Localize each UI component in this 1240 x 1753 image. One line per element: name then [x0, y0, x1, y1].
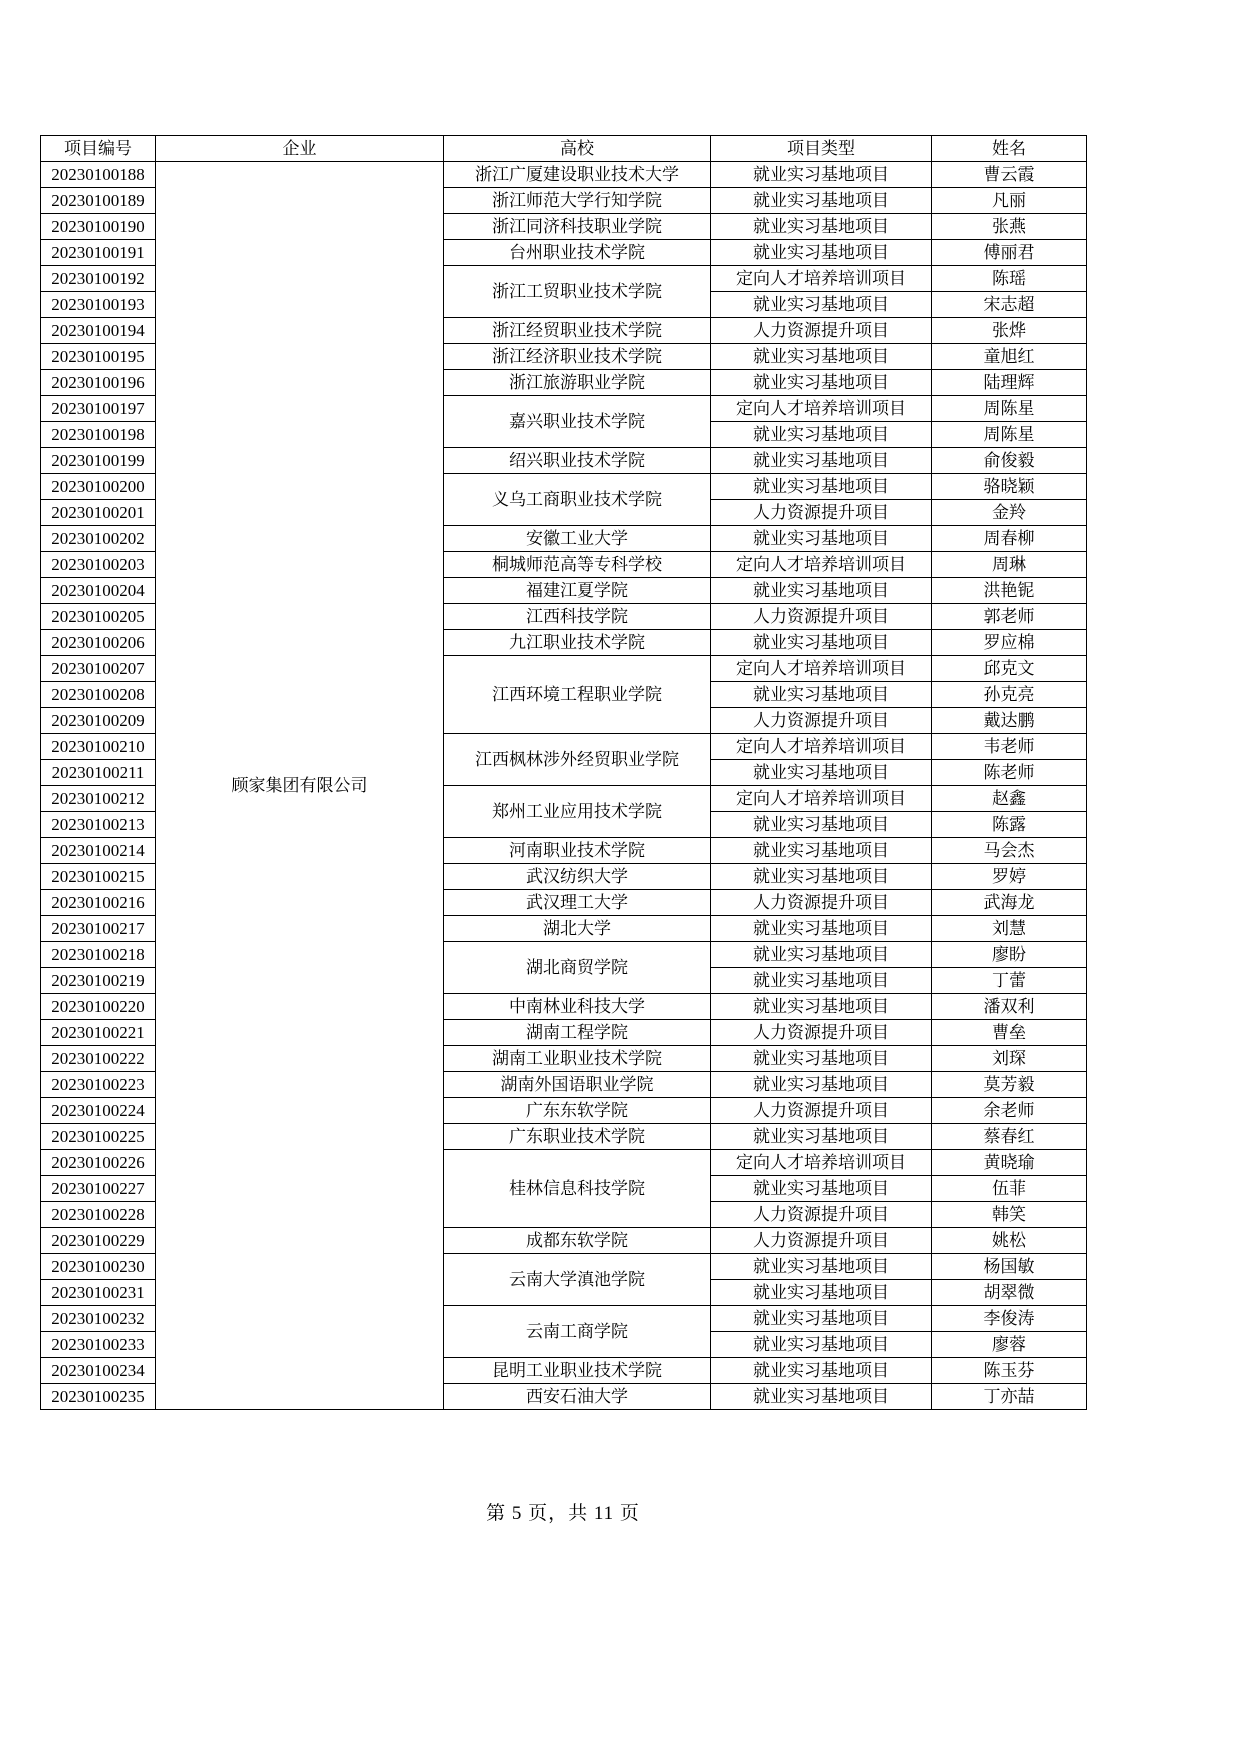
person-name-cell: 莫芳毅 [932, 1072, 1087, 1098]
person-name-cell: 廖蓉 [932, 1332, 1087, 1358]
project-type-cell: 人力资源提升项目 [711, 318, 932, 344]
person-name-cell: 周陈星 [932, 396, 1087, 422]
project-type-cell: 就业实习基地项目 [711, 1358, 932, 1384]
project-type-cell: 定向人才培养培训项目 [711, 734, 932, 760]
person-name-cell: 胡翠微 [932, 1280, 1087, 1306]
person-name-cell: 戴达鹏 [932, 708, 1087, 734]
project-id-cell: 20230100202 [41, 526, 156, 552]
project-id-cell: 20230100193 [41, 292, 156, 318]
project-id-cell: 20230100203 [41, 552, 156, 578]
project-type-cell: 就业实习基地项目 [711, 1124, 932, 1150]
project-type-cell: 人力资源提升项目 [711, 708, 932, 734]
project-id-cell: 20230100197 [41, 396, 156, 422]
school-cell: 浙江经济职业技术学院 [444, 344, 711, 370]
person-name-cell: 金羚 [932, 500, 1087, 526]
person-name-cell: 韩笑 [932, 1202, 1087, 1228]
project-id-cell: 20230100194 [41, 318, 156, 344]
project-type-cell: 人力资源提升项目 [711, 1228, 932, 1254]
project-id-cell: 20230100225 [41, 1124, 156, 1150]
school-cell: 江西科技学院 [444, 604, 711, 630]
project-type-cell: 就业实习基地项目 [711, 864, 932, 890]
person-name-cell: 张燕 [932, 214, 1087, 240]
school-cell: 成都东软学院 [444, 1228, 711, 1254]
project-type-cell: 就业实习基地项目 [711, 1332, 932, 1358]
school-cell: 浙江经贸职业技术学院 [444, 318, 711, 344]
person-name-cell: 伍菲 [932, 1176, 1087, 1202]
project-type-cell: 人力资源提升项目 [711, 604, 932, 630]
school-cell: 云南大学滇池学院 [444, 1254, 711, 1306]
project-type-cell: 人力资源提升项目 [711, 500, 932, 526]
school-cell: 西安石油大学 [444, 1384, 711, 1410]
school-cell: 义乌工商职业技术学院 [444, 474, 711, 526]
col-header-project-type: 项目类型 [711, 136, 932, 162]
project-id-cell: 20230100232 [41, 1306, 156, 1332]
project-type-cell: 人力资源提升项目 [711, 1098, 932, 1124]
school-cell: 湖北商贸学院 [444, 942, 711, 994]
project-id-cell: 20230100224 [41, 1098, 156, 1124]
col-header-company: 企业 [156, 136, 444, 162]
school-cell: 浙江广厦建设职业技术大学 [444, 162, 711, 188]
person-name-cell: 韦老师 [932, 734, 1087, 760]
person-name-cell: 骆晓颖 [932, 474, 1087, 500]
school-cell: 桐城师范高等专科学校 [444, 552, 711, 578]
project-type-cell: 定向人才培养培训项目 [711, 786, 932, 812]
project-type-cell: 就业实习基地项目 [711, 994, 932, 1020]
project-id-cell: 20230100208 [41, 682, 156, 708]
project-id-cell: 20230100206 [41, 630, 156, 656]
project-type-cell: 就业实习基地项目 [711, 760, 932, 786]
person-name-cell: 孙克亮 [932, 682, 1087, 708]
project-type-cell: 就业实习基地项目 [711, 1254, 932, 1280]
person-name-cell: 马会杰 [932, 838, 1087, 864]
project-type-cell: 就业实习基地项目 [711, 812, 932, 838]
project-type-cell: 人力资源提升项目 [711, 1020, 932, 1046]
project-type-cell: 就业实习基地项目 [711, 682, 932, 708]
project-id-cell: 20230100222 [41, 1046, 156, 1072]
school-cell: 台州职业技术学院 [444, 240, 711, 266]
person-name-cell: 周陈星 [932, 422, 1087, 448]
school-cell: 武汉理工大学 [444, 890, 711, 916]
col-header-project-id: 项目编号 [41, 136, 156, 162]
project-id-cell: 20230100220 [41, 994, 156, 1020]
project-id-cell: 20230100229 [41, 1228, 156, 1254]
person-name-cell: 武海龙 [932, 890, 1087, 916]
page-number: 第 5 页，共 11 页 [486, 1503, 640, 1524]
person-name-cell: 廖盼 [932, 942, 1087, 968]
project-type-cell: 就业实习基地项目 [711, 942, 932, 968]
school-cell: 昆明工业职业技术学院 [444, 1358, 711, 1384]
table-body [41, 162, 1087, 1410]
project-type-cell: 就业实习基地项目 [711, 422, 932, 448]
project-type-cell: 就业实习基地项目 [711, 240, 932, 266]
person-name-cell: 丁亦喆 [932, 1384, 1087, 1410]
project-type-cell: 就业实习基地项目 [711, 1280, 932, 1306]
project-id-cell: 20230100209 [41, 708, 156, 734]
school-cell: 绍兴职业技术学院 [444, 448, 711, 474]
project-id-cell: 20230100235 [41, 1384, 156, 1410]
school-cell: 安徽工业大学 [444, 526, 711, 552]
person-name-cell: 周春柳 [932, 526, 1087, 552]
project-type-cell: 定向人才培养培训项目 [711, 1150, 932, 1176]
project-type-cell: 就业实习基地项目 [711, 916, 932, 942]
person-name-cell: 傅丽君 [932, 240, 1087, 266]
project-type-cell: 就业实习基地项目 [711, 292, 932, 318]
school-cell: 湖南工程学院 [444, 1020, 711, 1046]
project-type-cell: 定向人才培养培训项目 [711, 552, 932, 578]
project-type-cell: 就业实习基地项目 [711, 968, 932, 994]
project-id-cell: 20230100213 [41, 812, 156, 838]
project-type-cell: 就业实习基地项目 [711, 214, 932, 240]
project-id-cell: 20230100205 [41, 604, 156, 630]
person-name-cell: 陈露 [932, 812, 1087, 838]
school-cell: 浙江工贸职业技术学院 [444, 266, 711, 318]
person-name-cell: 刘慧 [932, 916, 1087, 942]
project-id-cell: 20230100207 [41, 656, 156, 682]
person-name-cell: 邱克文 [932, 656, 1087, 682]
school-cell: 福建江夏学院 [444, 578, 711, 604]
school-cell: 湖南工业职业技术学院 [444, 1046, 711, 1072]
project-type-cell: 就业实习基地项目 [711, 448, 932, 474]
col-header-name: 姓名 [932, 136, 1087, 162]
school-cell: 浙江师范大学行知学院 [444, 188, 711, 214]
person-name-cell: 陈玉芬 [932, 1358, 1087, 1384]
project-id-cell: 20230100189 [41, 188, 156, 214]
project-id-cell: 20230100218 [41, 942, 156, 968]
project-type-cell: 就业实习基地项目 [711, 1046, 932, 1072]
project-id-cell: 20230100195 [41, 344, 156, 370]
person-name-cell: 姚松 [932, 1228, 1087, 1254]
table-header [41, 136, 1087, 162]
project-id-cell: 20230100201 [41, 500, 156, 526]
school-cell: 浙江同济科技职业学院 [444, 214, 711, 240]
table-container [40, 135, 1086, 1410]
person-name-cell: 刘琛 [932, 1046, 1087, 1072]
project-type-cell: 就业实习基地项目 [711, 474, 932, 500]
project-id-cell: 20230100226 [41, 1150, 156, 1176]
school-cell: 湖南外国语职业学院 [444, 1072, 711, 1098]
project-id-cell: 20230100210 [41, 734, 156, 760]
school-cell: 桂林信息科技学院 [444, 1150, 711, 1228]
person-name-cell: 黄晓瑜 [932, 1150, 1087, 1176]
school-cell: 中南林业科技大学 [444, 994, 711, 1020]
project-id-cell: 20230100231 [41, 1280, 156, 1306]
project-id-cell: 20230100190 [41, 214, 156, 240]
person-name-cell: 陈老师 [932, 760, 1087, 786]
school-cell: 江西环境工程职业学院 [444, 656, 711, 734]
project-type-cell: 定向人才培养培训项目 [711, 266, 932, 292]
person-name-cell: 张烨 [932, 318, 1087, 344]
person-name-cell: 余老师 [932, 1098, 1087, 1124]
school-cell: 广东职业技术学院 [444, 1124, 711, 1150]
project-id-cell: 20230100188 [41, 162, 156, 188]
person-name-cell: 周琳 [932, 552, 1087, 578]
project-id-cell: 20230100223 [41, 1072, 156, 1098]
person-name-cell: 曹垒 [932, 1020, 1087, 1046]
person-name-cell: 凡丽 [932, 188, 1087, 214]
project-type-cell: 就业实习基地项目 [711, 370, 932, 396]
person-name-cell: 童旭红 [932, 344, 1087, 370]
project-type-cell: 就业实习基地项目 [711, 344, 932, 370]
project-id-cell: 20230100216 [41, 890, 156, 916]
project-id-cell: 20230100200 [41, 474, 156, 500]
projects-table [40, 135, 1087, 1410]
project-id-cell: 20230100192 [41, 266, 156, 292]
project-id-cell: 20230100198 [41, 422, 156, 448]
project-id-cell: 20230100234 [41, 1358, 156, 1384]
school-cell: 浙江旅游职业学院 [444, 370, 711, 396]
project-type-cell: 定向人才培养培训项目 [711, 656, 932, 682]
project-id-cell: 20230100214 [41, 838, 156, 864]
project-id-cell: 20230100217 [41, 916, 156, 942]
project-id-cell: 20230100212 [41, 786, 156, 812]
person-name-cell: 蔡春红 [932, 1124, 1087, 1150]
project-type-cell: 就业实习基地项目 [711, 526, 932, 552]
project-id-cell: 20230100215 [41, 864, 156, 890]
person-name-cell: 洪艳铌 [932, 578, 1087, 604]
person-name-cell: 陈瑶 [932, 266, 1087, 292]
school-cell: 武汉纺织大学 [444, 864, 711, 890]
person-name-cell: 宋志超 [932, 292, 1087, 318]
person-name-cell: 杨国敏 [932, 1254, 1087, 1280]
person-name-cell: 潘双利 [932, 994, 1087, 1020]
project-id-cell: 20230100191 [41, 240, 156, 266]
header-row [41, 136, 1087, 162]
school-cell: 嘉兴职业技术学院 [444, 396, 711, 448]
project-id-cell: 20230100221 [41, 1020, 156, 1046]
person-name-cell: 罗应棉 [932, 630, 1087, 656]
project-type-cell: 就业实习基地项目 [711, 630, 932, 656]
company-cell: 顾家集团有限公司 [156, 162, 444, 1410]
person-name-cell: 曹云霞 [932, 162, 1087, 188]
project-type-cell: 就业实习基地项目 [711, 188, 932, 214]
person-name-cell: 郭老师 [932, 604, 1087, 630]
project-id-cell: 20230100219 [41, 968, 156, 994]
school-cell: 江西枫林涉外经贸职业学院 [444, 734, 711, 786]
project-type-cell: 就业实习基地项目 [711, 838, 932, 864]
project-type-cell: 定向人才培养培训项目 [711, 396, 932, 422]
school-cell: 云南工商学院 [444, 1306, 711, 1358]
project-id-cell: 20230100196 [41, 370, 156, 396]
person-name-cell: 俞俊毅 [932, 448, 1087, 474]
person-name-cell: 李俊涛 [932, 1306, 1087, 1332]
school-cell: 广东东软学院 [444, 1098, 711, 1124]
project-id-cell: 20230100211 [41, 760, 156, 786]
project-id-cell: 20230100228 [41, 1202, 156, 1228]
project-type-cell: 就业实习基地项目 [711, 162, 932, 188]
school-cell: 九江职业技术学院 [444, 630, 711, 656]
project-type-cell: 就业实习基地项目 [711, 1176, 932, 1202]
project-id-cell: 20230100227 [41, 1176, 156, 1202]
project-type-cell: 人力资源提升项目 [711, 1202, 932, 1228]
project-type-cell: 就业实习基地项目 [711, 1384, 932, 1410]
person-name-cell: 陆理辉 [932, 370, 1087, 396]
project-type-cell: 人力资源提升项目 [711, 890, 932, 916]
school-cell: 湖北大学 [444, 916, 711, 942]
person-name-cell: 赵鑫 [932, 786, 1087, 812]
project-type-cell: 就业实习基地项目 [711, 1306, 932, 1332]
person-name-cell: 丁蕾 [932, 968, 1087, 994]
school-cell: 河南职业技术学院 [444, 838, 711, 864]
project-id-cell: 20230100233 [41, 1332, 156, 1358]
project-id-cell: 20230100204 [41, 578, 156, 604]
school-cell: 郑州工业应用技术学院 [444, 786, 711, 838]
person-name-cell: 罗婷 [932, 864, 1087, 890]
project-id-cell: 20230100199 [41, 448, 156, 474]
project-type-cell: 就业实习基地项目 [711, 578, 932, 604]
project-type-cell: 就业实习基地项目 [711, 1072, 932, 1098]
col-header-school: 高校 [444, 136, 711, 162]
table-row [41, 162, 1087, 188]
project-id-cell: 20230100230 [41, 1254, 156, 1280]
